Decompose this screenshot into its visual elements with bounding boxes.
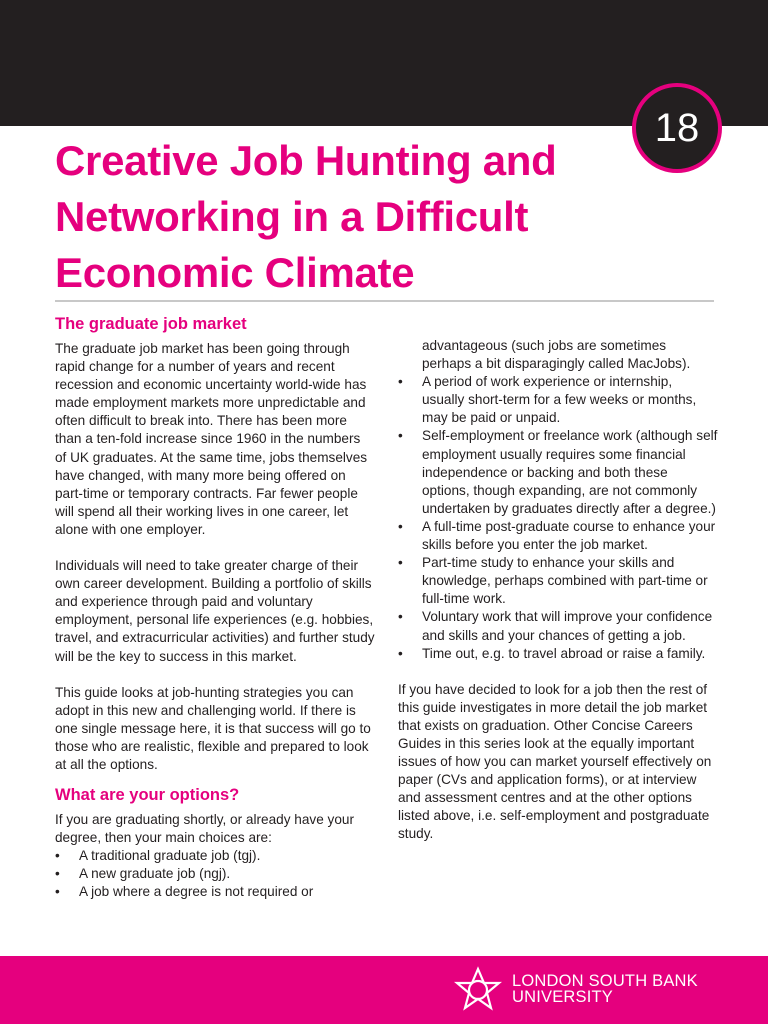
paragraph-options-intro: If you are graduating shortly, or already have your degree, then your main choices are: — [55, 812, 354, 846]
list-item: • Part-time study to enhance your skills and knowledge, perhaps combined with part-time or full-time work. — [398, 554, 718, 608]
section-heading-graduate-market: The graduate job market — [55, 315, 247, 333]
list-item: • Voluntary work that will improve your confidence and skills and your chances of getting a job. — [398, 608, 718, 644]
logo-line-2: UNIVERSITY — [512, 988, 614, 1006]
list-item: • A job where a degree is not required or — [55, 883, 375, 901]
options-list-continued — [398, 373, 718, 663]
list-item: • Self-employment or freelance work (although self employment usually requires some financial independence or backing and both these options, though expanding, are not commonly undertaken by graduates directly after a degree.) — [398, 427, 718, 517]
right-column — [398, 337, 718, 844]
options-list — [55, 847, 375, 901]
list-item: • A full-time post-graduate course to enhance your skills before you enter the job market. — [398, 518, 718, 554]
paragraph-closing: If you have decided to look for a job then the rest of this guide investigates in more detail the job market that exists on graduation. Other Concise Careers Guides in this series look at the equally important issues of how you can market yourself effectively on paper (CVs and application forms), or at interview and assessment centres and at the other options listed above, i.e. self-employment and postgraduate study. — [398, 681, 712, 842]
paragraph-guide-message: This guide looks at job-hunting strategies you can adopt in this new and challenging world. If there is one single message here, it is that success will go to those who are realistic, flexible and prepared to look at all the options. — [55, 684, 371, 772]
title-divider — [55, 300, 714, 302]
university-logo-text — [512, 973, 698, 1005]
list-item-continuation: advantageous (such jobs are sometimes perhaps a bit disparagingly called MacJobs). — [422, 338, 691, 372]
logo-line-1: LONDON SOUTH BANK — [512, 972, 698, 990]
lsbu-star-logo-icon — [454, 966, 502, 1014]
list-item: • Time out, e.g. to travel abroad or raise a family. — [398, 645, 718, 663]
guide-number-badge: 18 — [632, 83, 722, 173]
list-item: • A period of work experience or internship, usually short-term for a few weeks or months, may be paid or unpaid. — [398, 373, 718, 427]
left-column — [55, 313, 375, 902]
paragraph-market-change: The graduate job market has been going through rapid change for a number of years and recent recession and economic uncertainty world-wide has made employment markets more unpredictable and often difficult to break into. There has been more than a ten-fold increase since 1960 in the numbers of UK graduates. At the same time, jobs themselves have changed, with many more being offered on part-time or temporary contracts. Far fewer people will spend all their working lives in one career, let alone with one employer. — [55, 341, 368, 537]
section-heading-options: What are your options? — [55, 786, 240, 805]
page-title: Creative Job Hunting and Networking in a Difficult Economic Climate — [55, 137, 557, 296]
list-item: • A traditional graduate job (tgj). — [55, 847, 375, 865]
paragraph-career-development: Individuals will need to take greater charge of their own career development. Building a portfolio of skills and experience through paid and voluntary employment, personal life experiences (e.g. hobbies, travel, and extracurricular activities) and further study will be the key to success in this market. — [55, 558, 375, 664]
list-item: • A new graduate job (ngj). — [55, 865, 375, 883]
